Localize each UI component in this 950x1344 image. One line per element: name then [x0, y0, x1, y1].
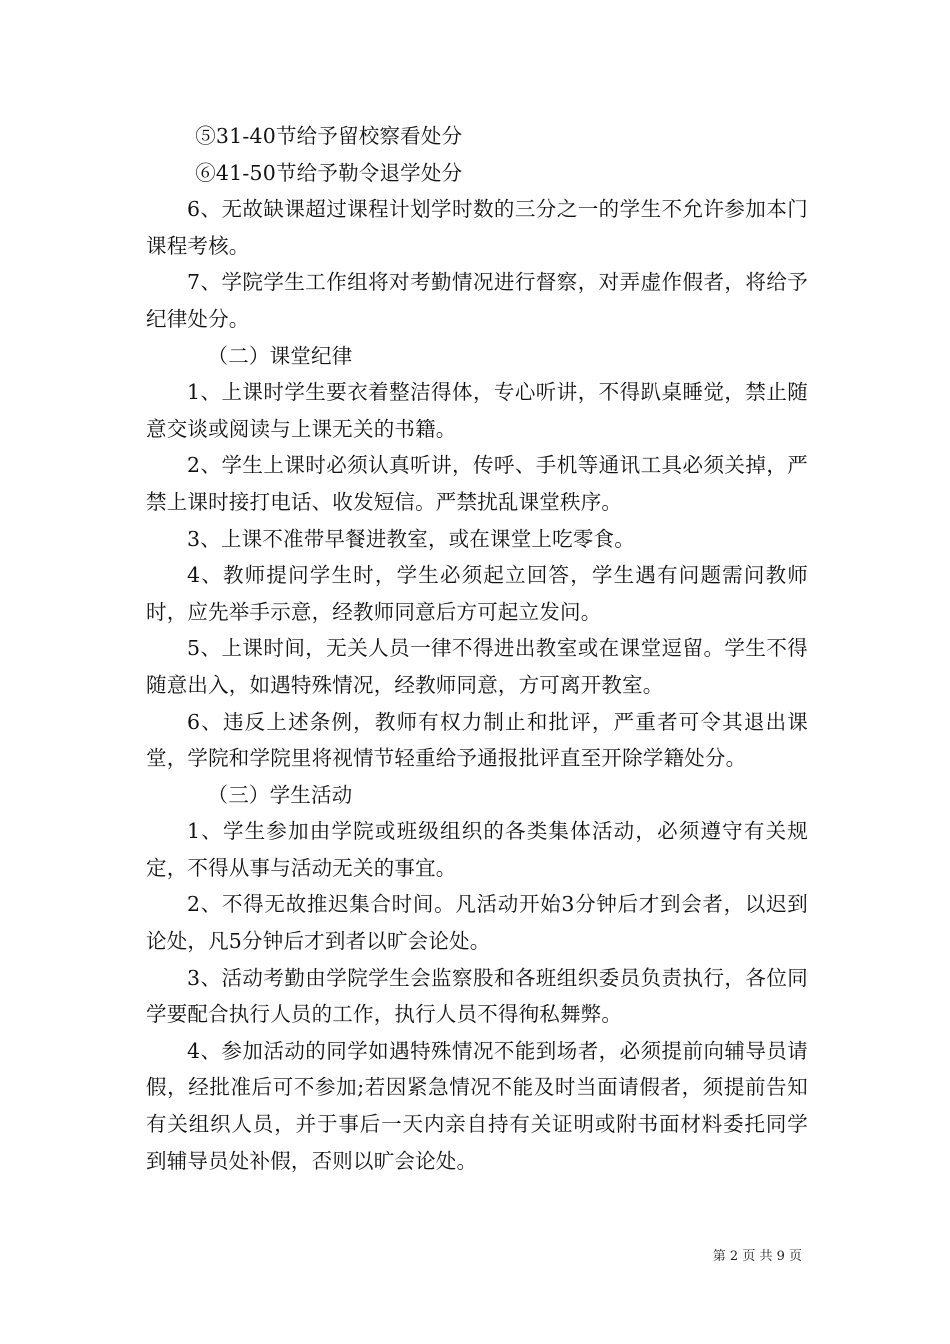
paragraph-item-5: ⑤31-40节给予留校察看处分: [195, 124, 463, 148]
paragraph-activity-2: 2、不得无故推迟集合时间。凡活动开始3分钟后才到会者，以迟到论处，凡5分钟后才到者以旷会论处。: [146, 892, 808, 954]
paragraph-classroom-6: 6、违反上述条例，教师有权力制止和批评，严重者可令其退出课堂，学院和学院里将视情节轻重给予通报批评直至开除学籍处分。: [146, 709, 808, 771]
paragraph-classroom-3: 3、上课不准带早餐进教室，或在课堂上吃零食。: [187, 526, 635, 551]
paragraph-classroom-4: 4、教师提问学生时，学生必须起立回答，学生遇有问题需问教师时，应先举手示意，经教师同意后方可起立发问。: [146, 563, 808, 624]
paragraph-classroom-5: 5、上课时间，无关人员一律不得进出教室或在课堂逗留。学生不得随意出入，如遇特殊情况，经教师同意，方可离开教室。: [146, 636, 808, 697]
section-heading-student-activities: （三）学生活动: [207, 782, 353, 807]
paragraph-activity-1: 1、学生参加由学院或班级组织的各类集体活动，必须遵守有关规定，不得从事与活动无关的事宜。: [146, 819, 808, 880]
paragraph-rule-7: 7、学院学生工作组将对考勤情况进行督察，对弄虚作假者，将给予纪律处分。: [146, 270, 808, 331]
paragraph-activity-3: 3、活动考勤由学院学生会监察股和各班组织委员负责执行，各位同学要配合执行人员的工作，执行人员不得徇私舞弊。: [146, 965, 808, 1027]
section-heading-classroom-discipline: （二）课堂纪律: [207, 343, 353, 368]
paragraph-classroom-2: 2、学生上课时必须认真听讲，传呼、手机等通讯工具必须关掉，严禁上课时接打电话、收发短信。严禁扰乱课堂秩序。: [146, 453, 808, 514]
paragraph-rule-6: 6、无故缺课超过课程计划学时数的三分之一的学生不允许参加本门课程考核。: [146, 197, 808, 258]
page-number-footer: 第 2 页 共 9 页: [712, 1249, 802, 1264]
paragraph-classroom-1: 1、上课时学生要衣着整洁得体，专心听讲，不得趴桌睡觉，禁止随意交谈或阅读与上课无关的书籍。: [146, 380, 808, 441]
paragraph-activity-4: 4、参加活动的同学如遇特殊情况不能到场者，必须提前向辅导员请假，经批准后可不参加;若因紧急情况不能及时当面请假者，须提前告知有关组织人员，并于事后一天内亲自持有关证明或附书面材料委托同学到辅导员处补假，否则以旷会论处。: [146, 1038, 808, 1173]
paragraph-item-6: ⑥41-50节给予勒令退学处分: [195, 160, 463, 185]
document-body: [146, 118, 808, 1179]
